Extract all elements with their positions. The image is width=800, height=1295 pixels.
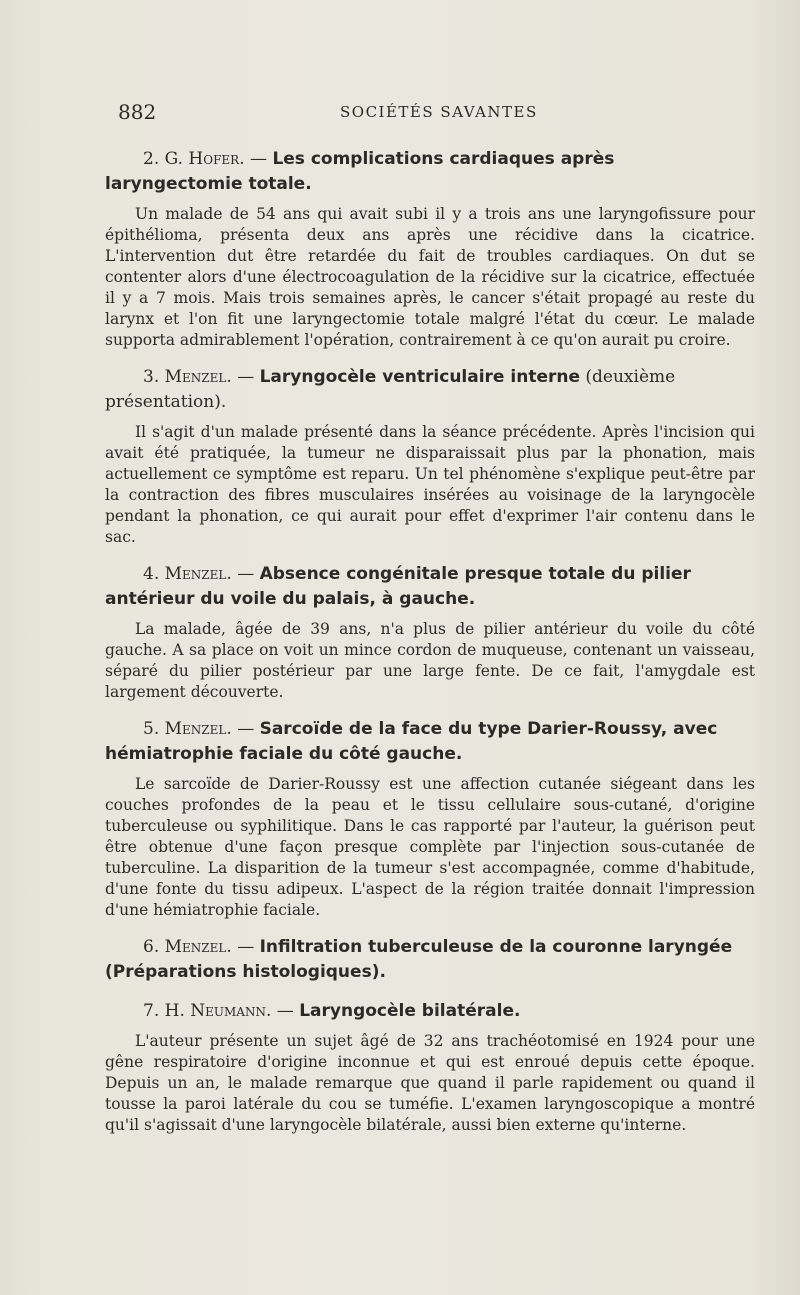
page-number: 882 <box>118 100 157 124</box>
entry-author: Menzel. <box>164 564 232 584</box>
entry-number: 2. <box>143 149 160 169</box>
entry-paragraph: Le sarcoïde de Darier-Roussy est une affection cutanée siégeant dans les couches profondes de la peau et le tissu cellulaire sous-cutané, d'origine tuberculeuse ou syphilitique. Dans le cas rapporté par l'auteur, la guérison peut être obtenue d'une façon presque complète par l'injection sous-cutanée de tuberculine. La disparition de la tumeur s'est accompagnée, comme d'habitude, d'une fonte du tissu adipeux. L'aspect de la région traitée donnait l'impression d'une hémiatrophie faciale. <box>105 775 755 919</box>
entry-author: G. Hofer. <box>164 149 245 169</box>
entry-dash: — <box>237 937 255 957</box>
entry-number: 4. <box>143 564 160 584</box>
entry-title: Les complications cardiaques après laryngectomie totale. <box>105 149 615 194</box>
entry-title: Infiltration tuberculeuse de la couronne laryngée (Préparations histologiques). <box>105 937 733 982</box>
entry-number: 3. <box>143 367 160 387</box>
entry-dash: — <box>237 564 255 584</box>
entry-paragraph: Un malade de 54 ans qui avait subi il y a trois ans une laryngofissure pour épithélioma, présenta deux ans après une récidive dans la cicatrice. L'intervention dut être retardée du fait de troubles cardiaques. On dut se contenter alors d'une électrocoagulation de la récidive sur la cicatrice, effectuée il y a 7 mois. Mais trois semaines après, le cancer s'était propagé au reste du larynx et l'on fit une laryngectomie totale malgré l'état du cœur. Le malade supporta admirablement l'opération, contrairement à ce qu'on aurait pu croire. <box>105 205 755 349</box>
entry-number: 7. <box>143 1001 160 1021</box>
entry-3 <box>105 365 755 548</box>
entry-title: Laryngocèle ventriculaire interne <box>259 367 580 387</box>
entry-author: Menzel. <box>164 719 232 739</box>
entry-number: 5. <box>143 719 160 739</box>
entry-dash: — <box>237 719 255 739</box>
entry-number: 6. <box>143 937 160 957</box>
running-title: SOCIÉTÉS SAVANTES <box>340 103 538 121</box>
entry-dash: — <box>250 149 268 169</box>
entry-paragraph: L'auteur présente un sujet âgé de 32 ans trachéotomisé en 1924 pour une gêne respiratoire d'origine inconnue et qui est enroué depuis cette époque. Depuis un an, le malade remarque que quand il parle rapidement ou quand il tousse la paroi latérale du cou se tuméfie. L'examen laryngoscopique a montré qu'il s'agissait d'une laryngocèle bilatérale, aussi bien externe qu'interne. <box>105 1032 755 1134</box>
entry-2 <box>105 147 755 351</box>
entry-title: Absence congénitale presque totale du pilier antérieur du voile du palais, à gauche. <box>105 564 691 609</box>
entry-5 <box>105 717 755 921</box>
entry-heading <box>105 562 755 612</box>
entry-dash: — <box>276 1001 294 1021</box>
article-body <box>105 147 755 1150</box>
page-header <box>118 100 740 130</box>
entry-heading <box>105 935 755 985</box>
entry-heading <box>105 717 755 767</box>
entry-author: Menzel. <box>164 937 232 957</box>
entry-6 <box>105 935 755 985</box>
entry-title: Laryngocèle bilatérale. <box>299 1001 521 1021</box>
entry-author: H. Neumann. <box>164 1001 272 1021</box>
entry-title-extra: (deuxième présentation). <box>105 367 676 412</box>
entry-dash: — <box>237 367 255 387</box>
entry-7 <box>105 999 755 1136</box>
entry-4 <box>105 562 755 703</box>
entry-heading <box>105 999 755 1024</box>
entry-author: Menzel. <box>164 367 232 387</box>
entry-paragraph: Il s'agit d'un malade présenté dans la séance précédente. Après l'incision qui avait été pratiquée, la tumeur ne disparaissait plus par la phonation, mais actuellement ce symptôme est reparu. Un tel phénomène s'explique peut-être par la contraction des fibres musculaires insérées au voisinage de la laryngocèle pendant la phonation, ce qui aurait pour effet d'exprimer l'air contenu dans le sac. <box>105 423 755 546</box>
entry-title: Sarcoïde de la face du type Darier-Roussy, avec hémiatrophie faciale du côté gauche. <box>105 719 718 764</box>
entry-heading <box>105 147 755 197</box>
entry-paragraph: La malade, âgée de 39 ans, n'a plus de pilier antérieur du voile du côté gauche. A sa place on voit un mince cordon de muqueuse, contenant un vaisseau, séparé du pilier postérieur par une large fente. De ce fait, l'amygdale est largement découverte. <box>105 620 755 701</box>
entry-heading <box>105 365 755 415</box>
